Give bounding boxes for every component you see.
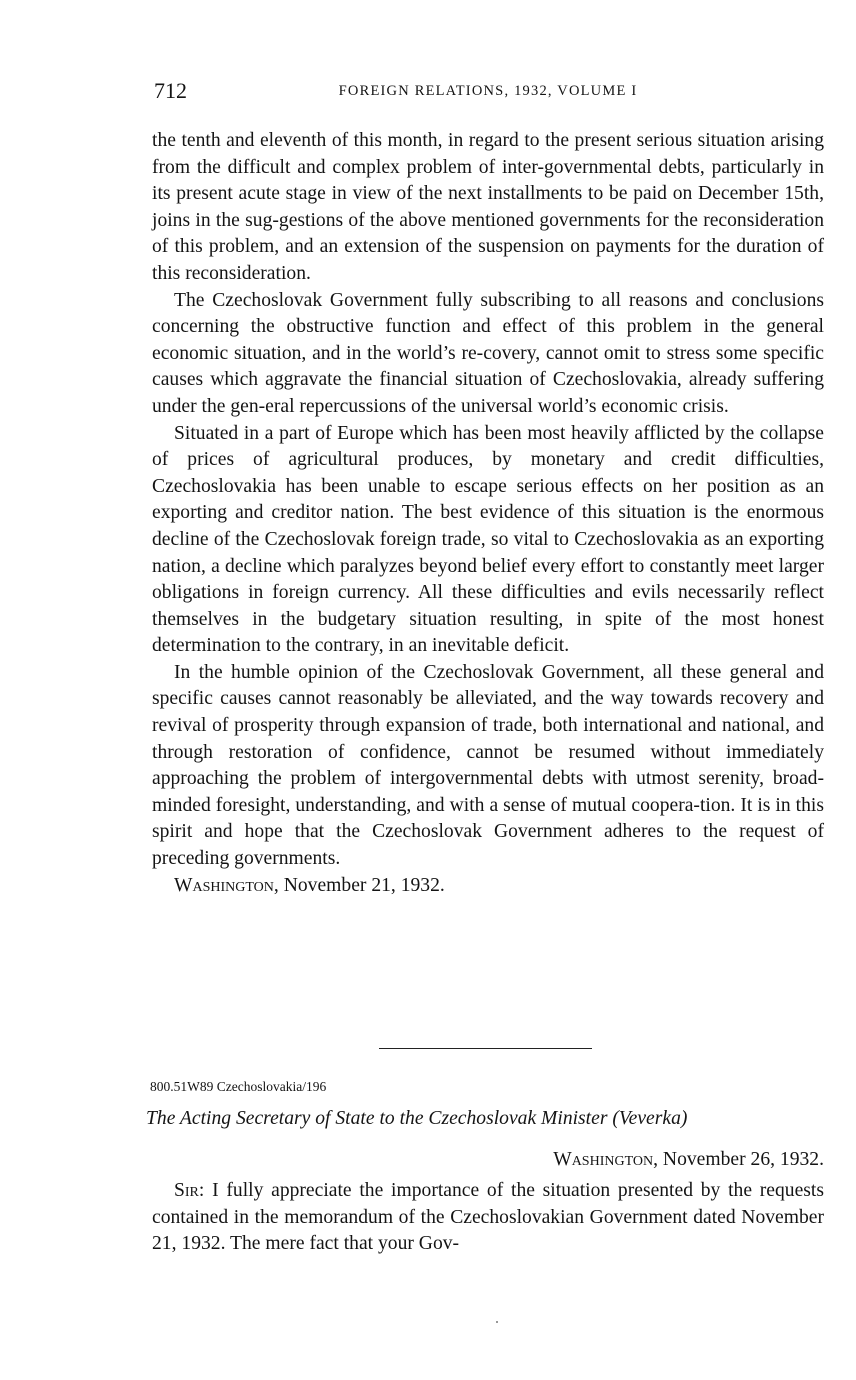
memorandum-paragraph-4: In the humble opinion of the Czechoslovak Government, all these general and specific causes cannot reasonably be alleviated, and the way towards recovery and revival of prosperity through expansion of trade, both international and national, and through restoration of confidence, cannot be resumed without immediately approaching the problem of intergovernmental debts with utmost serenity, broad-minded foresight, understanding, and with a sense of mutual coopera-tion. It is in this spirit and hope that the Czechoslovak Government adheres to the request of preceding governments. (152, 661, 824, 870)
dateline-place: Washington, (174, 874, 279, 896)
letter-date: November 26, 1932. (662, 1149, 824, 1170)
dateline-date: November 21, 1932. (283, 874, 445, 896)
running-head (152, 78, 824, 104)
document-heading: The Acting Secretary of State to the Czechoslovak Minister (Veverka) (146, 1108, 688, 1129)
letter-date-place: Washington, (553, 1149, 659, 1170)
letter-body (152, 1178, 824, 1258)
memorandum-text (152, 128, 824, 899)
letter-dateline (553, 1147, 824, 1174)
file-reference: 800.51W89 Czechoslovakia/196 (150, 1079, 327, 1094)
memorandum-paragraph-3: Situated in a part of Europe which has been most heavily afflicted by the collapse of prices of agricultural produces, by monetary and credit difficulties, Czechoslovakia has been unable to escape serious effects on her position as an exporting and creditor nation. The best evidence of this situation is the enormous decline of the Czechoslovak foreign trade, so vital to Czechoslovakia as an exporting nation, a decline which paralyzes beyond belief every effort to constantly meet larger obligations in foreign currency. All these difficulties and evils necessarily reflect themselves in the budgetary situation resulting, in spite of the most honest determination to the contrary, in an inevitable deficit. (152, 422, 824, 657)
memorandum-paragraph-2: The Czechoslovak Government fully subscribing to all reasons and conclusions concerning the obstructive function and effect of this problem in the general economic situation, and in the world’s re-covery, cannot omit to stress some specific causes which aggravate the financial situation of Czechoslovakia, already suffering under the gen-eral repercussions of the universal world’s economic crisis. (152, 289, 824, 417)
letter-paragraph-1 (152, 1178, 824, 1258)
page-number: 712 (154, 78, 187, 103)
memorandum-dateline (152, 873, 824, 900)
letter-text: I fully appreciate the importance of the situation presented by the requests contained in the memorandum of the Czechoslovakian Government dated November 21, 1932. The mere fact that your Gov- (152, 1180, 824, 1255)
memorandum-paragraph-1: the tenth and eleventh of this month, in regard to the present serious situation arising from the difficult and complex problem of inter-governmental debts, particularly in its present acute stage in view of the next installments to be paid on December 15th, joins in the sug-gestions of the above mentioned governments for the reconsideration of this problem, and an extension of the suspension on payments for the duration of this reconsideration. (152, 130, 824, 284)
print-speck (496, 1321, 498, 1323)
letter-salutation: Sir: (174, 1180, 205, 1201)
section-divider (379, 1048, 592, 1049)
running-head-title: FOREIGN RELATIONS, 1932, VOLUME I (338, 83, 638, 99)
